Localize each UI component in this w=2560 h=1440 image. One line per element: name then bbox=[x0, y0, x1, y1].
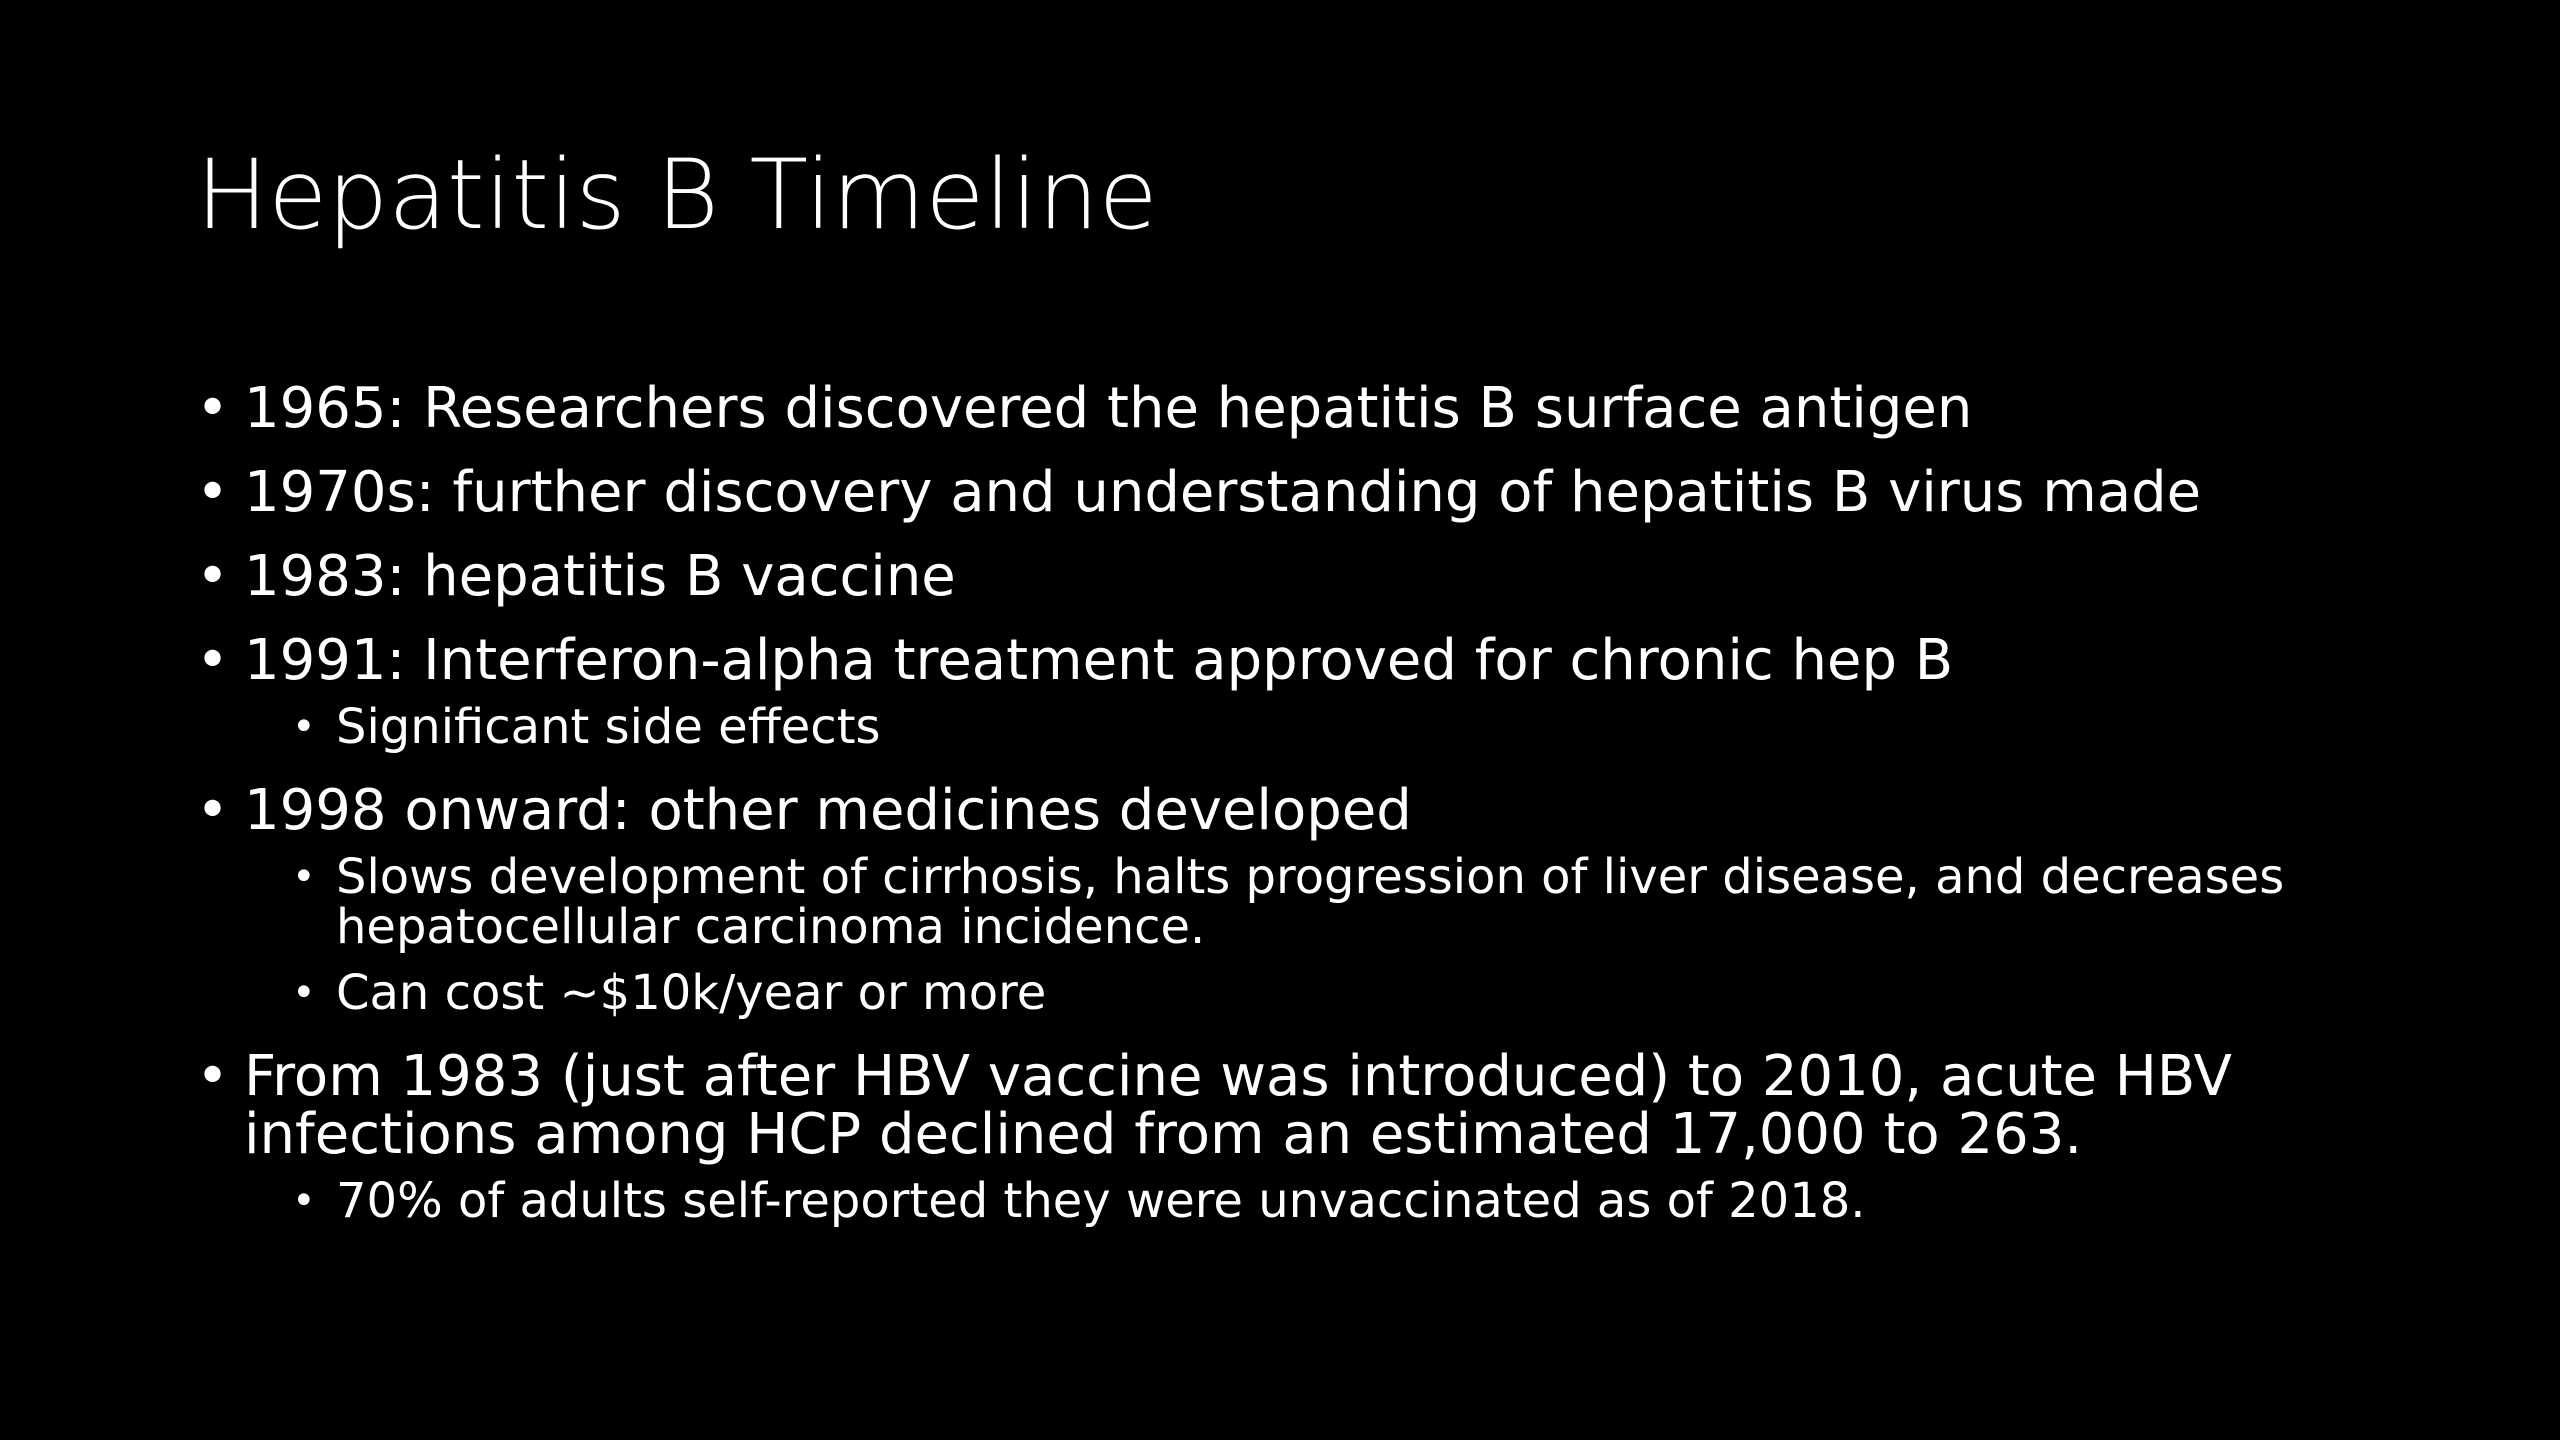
sub-bullet-text: Slows development of cirrhosis, halts progression of liver disease, and decreases hepatocellular carcinoma incidence. bbox=[336, 849, 2285, 955]
sub-bullet-text: Significant side effects bbox=[336, 699, 881, 755]
sub-bullet-item bbox=[292, 965, 2396, 1021]
bullet-glyph: • bbox=[196, 778, 230, 843]
bullet-glyph: • bbox=[196, 1044, 230, 1109]
bullet-text: 1965: Researchers discovered the hepatitis B surface antigen bbox=[244, 376, 1973, 441]
sub-bullet-text: 70% of adults self-reported they were unvaccinated as of 2018. bbox=[336, 1173, 1866, 1229]
bullet-item bbox=[196, 544, 2396, 609]
bullet-item bbox=[196, 778, 2396, 843]
bullet-glyph: • bbox=[292, 1178, 316, 1224]
bullet-text: 1983: hepatitis B vaccine bbox=[244, 544, 956, 609]
sub-bullet-text: Can cost ~$10k/year or more bbox=[336, 965, 1047, 1021]
bullet-glyph: • bbox=[196, 544, 230, 609]
bullet-glyph: • bbox=[292, 854, 316, 900]
sub-bullet-list bbox=[196, 699, 2396, 755]
sub-bullet-list bbox=[196, 1173, 2396, 1229]
bullet-glyph: • bbox=[292, 704, 316, 750]
slide-title: Hepatitis B Timeline bbox=[196, 139, 1158, 251]
bullet-text: 1991: Interferon-alpha treatment approved for chronic hep B bbox=[244, 628, 1954, 693]
bullet-item bbox=[196, 1044, 2396, 1167]
bullet-item bbox=[196, 628, 2396, 693]
bullet-text: 1998 onward: other medicines developed bbox=[244, 778, 1412, 843]
sub-bullet-item bbox=[292, 849, 2396, 955]
bullet-glyph: • bbox=[292, 970, 316, 1016]
sub-bullet-list bbox=[196, 849, 2396, 1021]
bullet-text: 1970s: further discovery and understanding of hepatitis B virus made bbox=[244, 460, 2202, 525]
bullet-text: From 1983 (just after HBV vaccine was introduced) to 2010, acute HBV infections among HCP declined from an estimated 17,000 to 263. bbox=[244, 1044, 2232, 1167]
bullet-glyph: • bbox=[196, 376, 230, 441]
bullet-glyph: • bbox=[196, 628, 230, 693]
bullet-item bbox=[196, 376, 2396, 441]
sub-bullet-item bbox=[292, 699, 2396, 755]
sub-bullet-item bbox=[292, 1173, 2396, 1229]
bullet-list bbox=[196, 376, 2396, 1256]
bullet-item bbox=[196, 460, 2396, 525]
bullet-glyph: • bbox=[196, 460, 230, 525]
